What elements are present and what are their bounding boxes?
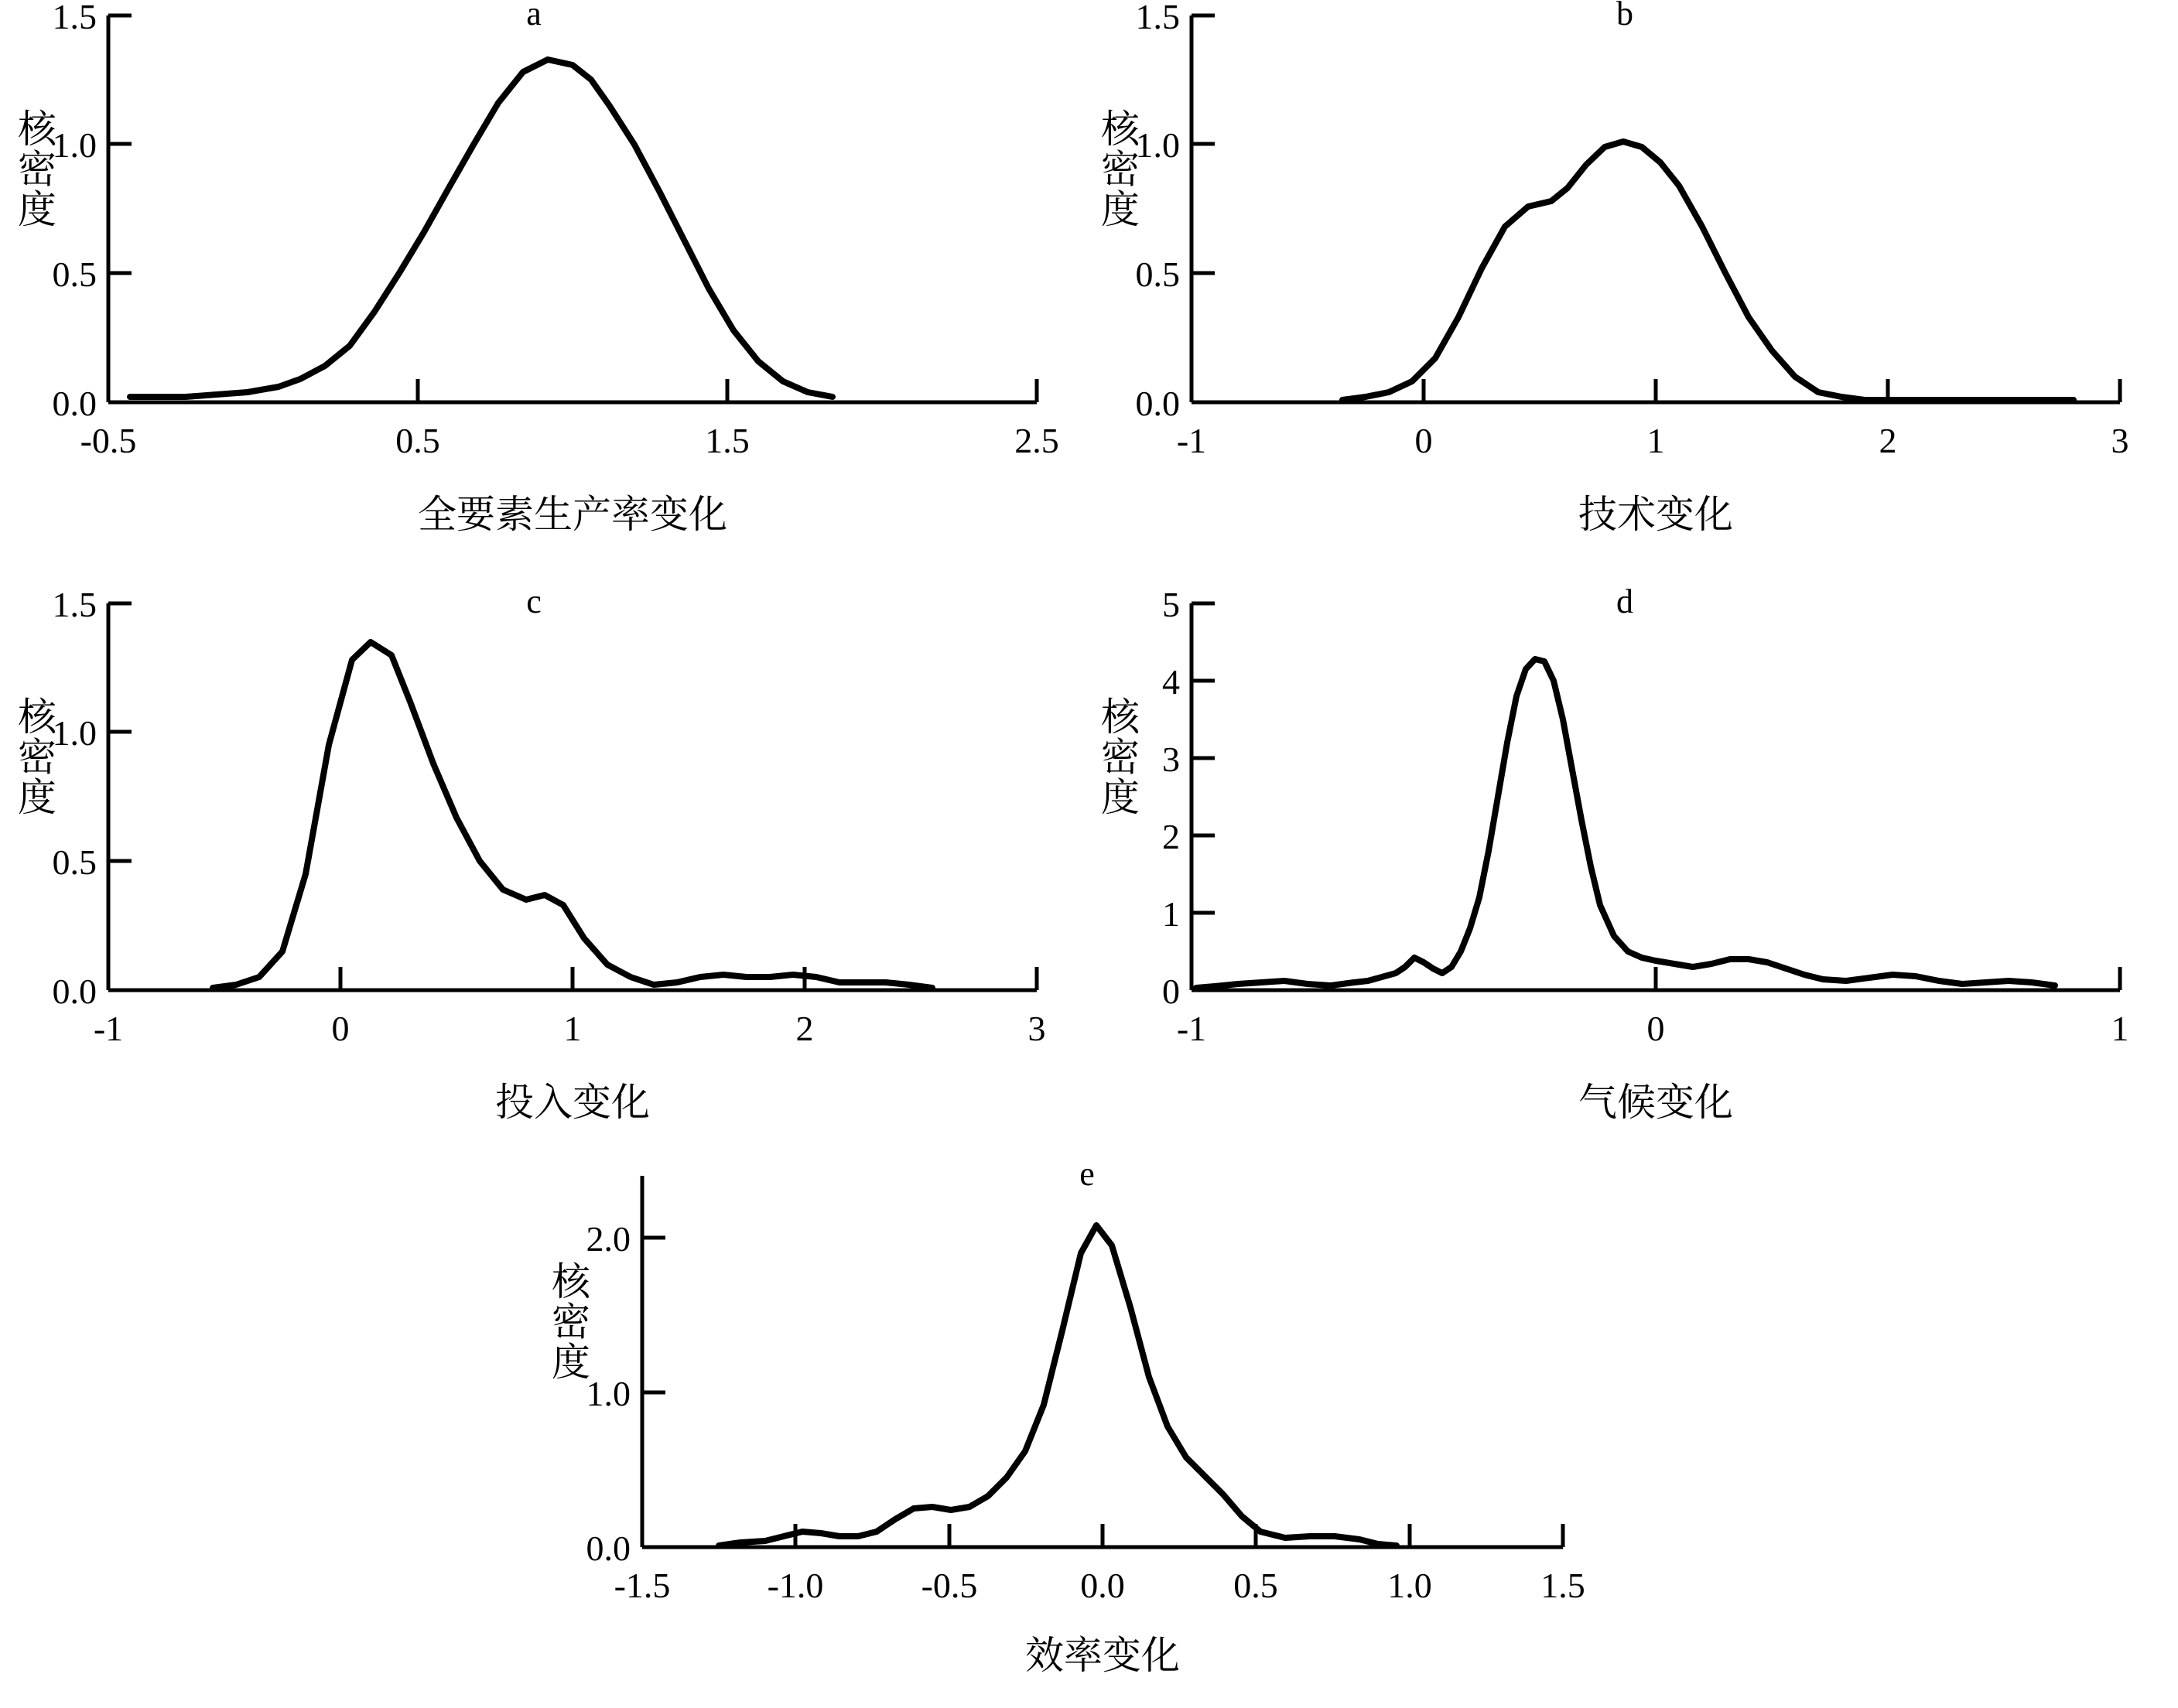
panel-b-plot: [1083, 0, 2166, 480]
svg-text:-1: -1: [93, 1009, 124, 1048]
svg-text:0.0: 0.0: [52, 384, 97, 423]
svg-text:1.5: 1.5: [52, 588, 97, 624]
svg-text:0.5: 0.5: [395, 421, 440, 460]
svg-text:5: 5: [1162, 588, 1180, 624]
panel-c: [0, 582, 1075, 1145]
svg-text:0.5: 0.5: [52, 842, 97, 882]
svg-text:3: 3: [1162, 740, 1180, 779]
panel-a-xlabel: 全要素生产率变化: [418, 492, 727, 537]
panel-a-title: a: [526, 0, 542, 32]
svg-text:-1: -1: [1176, 421, 1207, 460]
svg-text:1.0: 1.0: [52, 125, 97, 165]
panel-a-ylabel: 核密度: [12, 108, 56, 229]
svg-text:1: 1: [1646, 421, 1665, 460]
panel-a: [0, 0, 1075, 557]
panel-c-xlabel: 投入变化: [495, 1080, 650, 1125]
svg-text:2.5: 2.5: [1014, 421, 1059, 460]
svg-text:0.5: 0.5: [1135, 254, 1180, 294]
panel-e-xlabel: 效率变化: [1025, 1633, 1180, 1678]
svg-text:0: 0: [1162, 972, 1180, 1011]
panel-e-plot: [534, 1160, 1640, 1624]
panel-b: [1083, 0, 2166, 557]
panel-d: [1083, 582, 2166, 1145]
svg-text:-0.5: -0.5: [921, 1566, 978, 1605]
panel-e: [534, 1155, 1640, 1702]
panel-e-ylabel: 核密度: [545, 1261, 590, 1382]
svg-text:0.0: 0.0: [1080, 1566, 1125, 1605]
panel-b-xlabel: 技术变化: [1578, 492, 1733, 537]
panel-d-xlabel: 气候变化: [1578, 1080, 1733, 1125]
svg-text:1.0: 1.0: [1135, 125, 1180, 165]
panel-d-plot: [1083, 588, 2166, 1068]
panel-e-title: e: [1079, 1155, 1095, 1193]
svg-text:1: 1: [1162, 894, 1180, 934]
svg-text:2: 2: [1879, 421, 1897, 460]
svg-text:3: 3: [2111, 421, 2129, 460]
svg-text:1.0: 1.0: [52, 713, 97, 753]
svg-text:1: 1: [563, 1009, 582, 1048]
svg-text:0: 0: [1646, 1009, 1665, 1048]
svg-text:2.0: 2.0: [586, 1219, 631, 1259]
svg-text:4: 4: [1162, 662, 1180, 702]
svg-text:0.0: 0.0: [586, 1529, 631, 1568]
svg-text:1.5: 1.5: [705, 421, 750, 460]
svg-text:2: 2: [1162, 817, 1180, 856]
svg-text:1: 1: [2111, 1009, 2129, 1048]
panel-d-title: d: [1616, 582, 1633, 620]
svg-text:0: 0: [1414, 421, 1433, 460]
svg-text:0.0: 0.0: [52, 972, 97, 1011]
panel-c-title: c: [526, 582, 542, 620]
panel-d-ylabel: 核密度: [1095, 696, 1140, 817]
panel-c-ylabel: 核密度: [12, 696, 56, 817]
svg-text:0.5: 0.5: [1233, 1566, 1278, 1605]
svg-text:1.5: 1.5: [1540, 1566, 1585, 1605]
panel-a-plot: [0, 0, 1075, 480]
svg-text:0.5: 0.5: [52, 254, 97, 294]
svg-text:-1.0: -1.0: [767, 1566, 824, 1605]
svg-text:0: 0: [331, 1009, 350, 1048]
svg-text:-1.5: -1.5: [614, 1566, 671, 1605]
svg-text:-0.5: -0.5: [80, 421, 137, 460]
svg-text:0.0: 0.0: [1135, 384, 1180, 423]
svg-text:1.5: 1.5: [1135, 0, 1180, 36]
svg-text:1.5: 1.5: [52, 0, 97, 36]
svg-text:-1: -1: [1176, 1009, 1207, 1048]
panel-b-ylabel: 核密度: [1095, 108, 1140, 229]
svg-text:2: 2: [795, 1009, 814, 1048]
panel-c-plot: [0, 588, 1075, 1068]
panel-b-title: b: [1616, 0, 1633, 32]
svg-text:1.0: 1.0: [586, 1374, 631, 1413]
svg-text:3: 3: [1027, 1009, 1046, 1048]
svg-text:1.0: 1.0: [1387, 1566, 1432, 1605]
